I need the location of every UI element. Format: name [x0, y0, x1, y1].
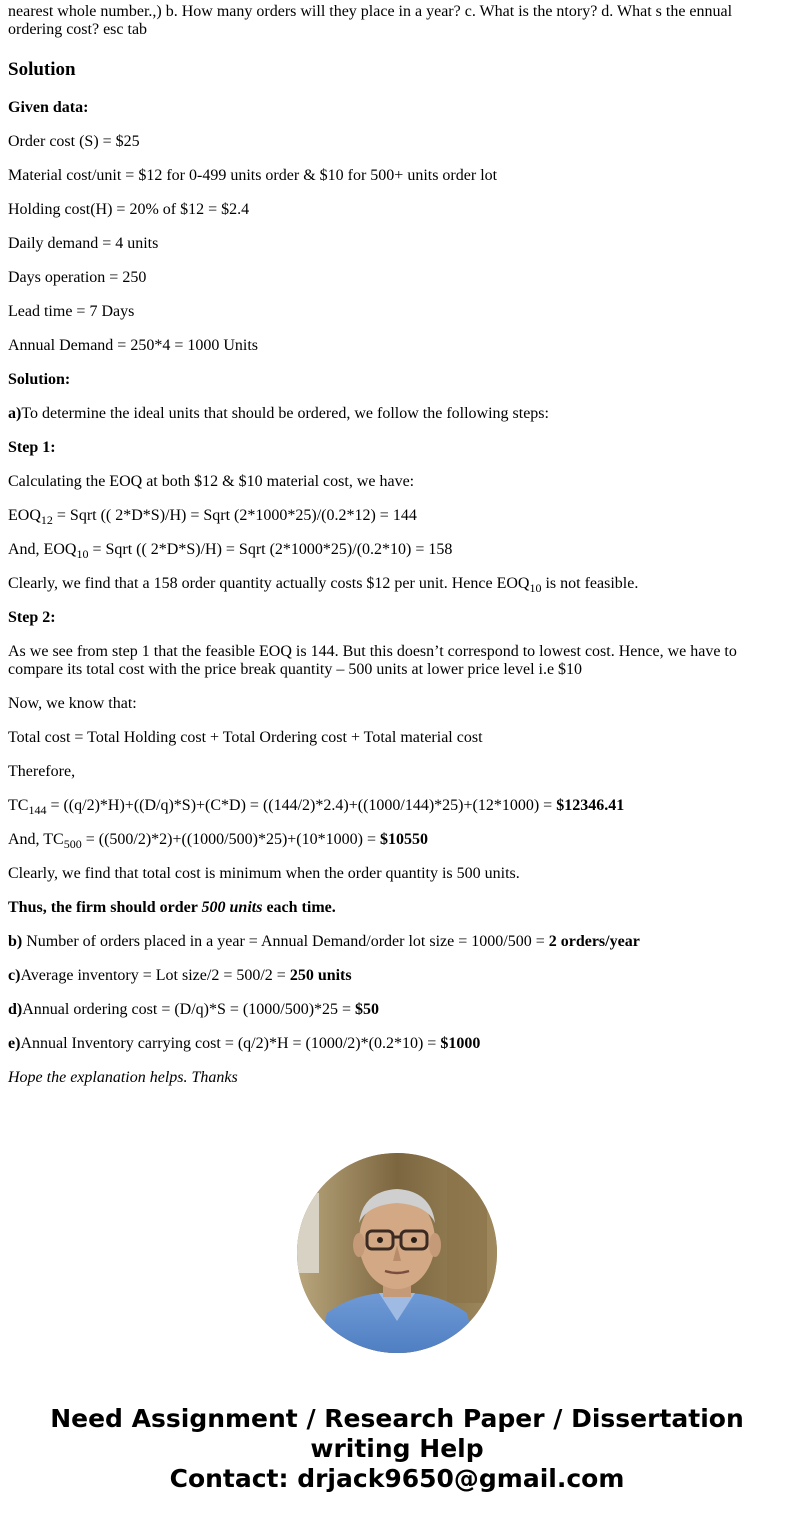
tc500-rest: = ((500/2)*2)+((1000/500)*25)+(10*1000) =	[81, 831, 380, 848]
tc500-prefix: And, TC	[8, 831, 64, 848]
tc144-sub: 144	[28, 803, 47, 817]
step1-label: Step 1:	[8, 439, 56, 456]
question-text: nearest whole number.,) b. How many orders will they place in a year? c. What is the ntory? d. What s the ennual ordering cost? esc tab	[8, 3, 733, 38]
given-material-cost: Material cost/unit = $12 for 0-499 units order & $10 for 500+ units order lot	[8, 167, 498, 184]
part-d	[8, 1001, 786, 1019]
eoq10-line	[8, 541, 786, 559]
part-d-text: Annual ordering cost = (D/q)*S = (1000/500)*25 =	[22, 1001, 356, 1018]
part-e-label: e)	[8, 1035, 21, 1052]
eoq12-sub: 12	[40, 513, 53, 527]
footer-line-1: Need Assignment / Research Paper / Dissertation	[50, 1404, 744, 1433]
step2-label: Step 2:	[8, 609, 56, 626]
eoq12-prefix: EOQ	[8, 507, 41, 524]
footer-line-2: writing Help	[310, 1434, 484, 1463]
tc144-line	[8, 797, 786, 815]
footer-contact: Contact: drjack9650@gmail.com	[169, 1464, 625, 1493]
part-c-text: Average inventory = Lot size/2 = 500/2 =	[20, 967, 290, 984]
clear-prefix: Clearly, we find that a 158 order quantity actually costs $12 per unit. Hence EOQ	[8, 575, 530, 592]
part-b-value: 2 orders/year	[548, 933, 640, 950]
part-a-label: a)	[8, 405, 22, 422]
eoq10-sub: 10	[76, 547, 89, 561]
avatar-portrait-icon	[297, 1153, 497, 1353]
tc500-line	[8, 831, 786, 849]
eoq10-prefix: And, EOQ	[8, 541, 77, 558]
part-c-label: c)	[8, 967, 21, 984]
part-a-text: To determine the ideal units that should be ordered, we follow the following steps:	[21, 405, 549, 422]
footer-banner	[0, 1404, 794, 1494]
tc500-sub: 500	[63, 837, 82, 851]
tc500-value: $10550	[379, 831, 428, 848]
conclusion-line	[8, 899, 786, 917]
step2-now: Now, we know that:	[8, 695, 137, 712]
thus-prefix: Thus, the firm should order	[8, 899, 202, 916]
solution-label: Solution:	[8, 371, 71, 388]
eoq10-infeasible-line	[8, 575, 786, 593]
tc144-rest: = ((q/2)*H)+((D/q)*S)+(C*D) = ((144/2)*2.4)+((1000/144)*25)+(12*1000) =	[46, 797, 557, 814]
thus-suffix: each time.	[262, 899, 336, 916]
thus-emphasis: 500 units	[201, 899, 263, 916]
part-c	[8, 967, 786, 985]
part-d-label: d)	[8, 1001, 23, 1018]
step2-total: Total cost = Total Holding cost + Total Ordering cost + Total material cost	[8, 729, 483, 746]
part-e	[8, 1035, 786, 1053]
part-d-value: $50	[355, 1001, 380, 1018]
avatar	[297, 1153, 497, 1353]
clear-sub: 10	[529, 581, 542, 595]
answer-content	[8, 0, 786, 1087]
given-holding-cost: Holding cost(H) = 20% of $12 = $2.4	[8, 201, 250, 218]
part-e-value: $1000	[440, 1035, 481, 1052]
step2-therefore: Therefore,	[8, 763, 76, 780]
part-a	[8, 405, 786, 423]
eoq12-line	[8, 507, 786, 525]
given-daily-demand: Daily demand = 4 units	[8, 235, 159, 252]
tc144-value: $12346.41	[556, 797, 625, 814]
given-days-operation: Days operation = 250	[8, 269, 147, 286]
step2-para: As we see from step 1 that the feasible EOQ is 144. But this doesn’t correspond to lowest cost. Hence, we have to compare its total cost with the price break quantity – 500 units at lower price level i.e $10	[8, 643, 737, 678]
given-lead-time: Lead time = 7 Days	[8, 303, 135, 320]
part-b	[8, 933, 786, 951]
solution-heading: Solution	[8, 59, 76, 80]
part-e-text: Annual Inventory carrying cost = (q/2)*H = (1000/2)*(0.2*10) =	[20, 1035, 441, 1052]
tc144-prefix: TC	[8, 797, 29, 814]
part-b-text: Number of orders placed in a year = Annual Demand/order lot size = 1000/500 =	[22, 933, 549, 950]
eoq12-rest: = Sqrt (( 2*D*S)/H) = Sqrt (2*1000*25)/(0.2*12) = 144	[52, 507, 417, 524]
given-order-cost: Order cost (S) = $25	[8, 133, 140, 150]
part-b-label: b)	[8, 933, 23, 950]
given-heading: Given data:	[8, 99, 89, 116]
given-annual-demand: Annual Demand = 250*4 = 1000 Units	[8, 337, 259, 354]
eoq10-rest: = Sqrt (( 2*D*S)/H) = Sqrt (2*1000*25)/(0.2*10) = 158	[88, 541, 453, 558]
closing-note: Hope the explanation helps. Thanks	[8, 1069, 238, 1086]
clear-rest: is not feasible.	[541, 575, 639, 592]
step1-intro: Calculating the EOQ at both $12 & $10 material cost, we have:	[8, 473, 415, 490]
step2-clearly: Clearly, we find that total cost is minimum when the order quantity is 500 units.	[8, 865, 520, 882]
part-c-value: 250 units	[289, 967, 352, 984]
